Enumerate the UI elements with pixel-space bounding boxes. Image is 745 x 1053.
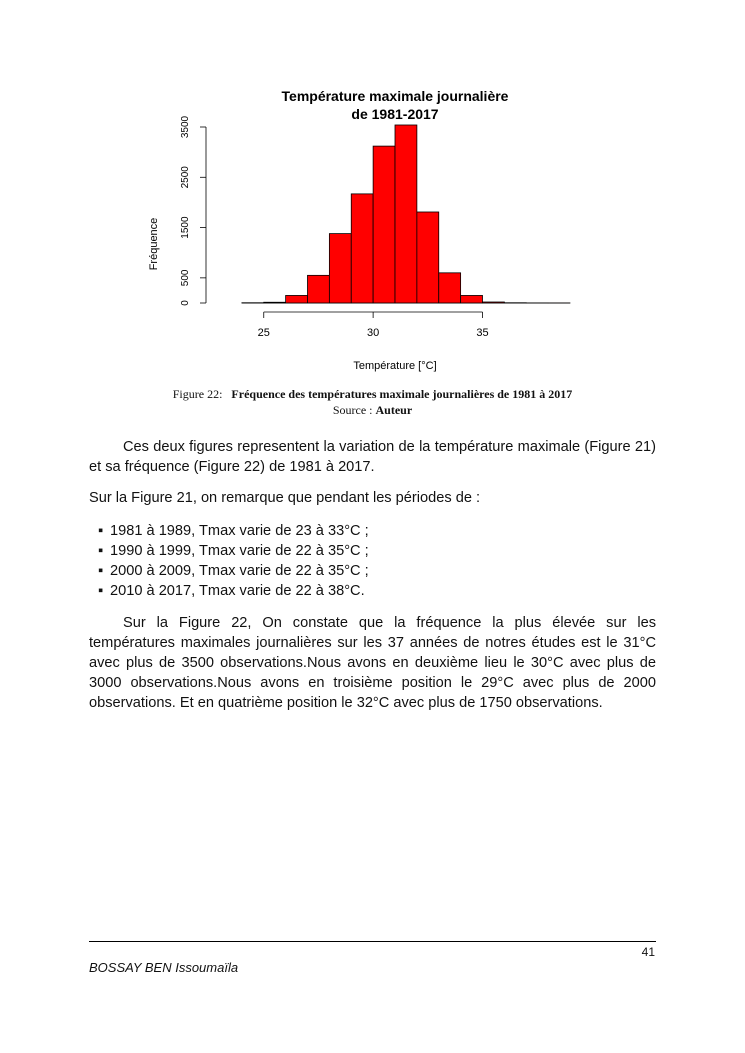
paragraph-figure22: Sur la Figure 22, On constate que la fréquence la plus élevée sur les températures maximales journalières sur les 37 années de notres études est le 31°C avec plus de 3500 observations.Nous avons en deuxième lieu le 30°C avec plus de 3000 observations.Nous avons en troisième position le 29°C avec plus de 2000 observations. Et en quatrième position le 32°C avec plus de 1750 observations. — [89, 615, 656, 711]
footer-divider — [89, 941, 656, 942]
figure-source — [0, 403, 745, 418]
histogram-bar — [308, 275, 330, 303]
histogram-bar — [417, 212, 439, 303]
chart-title-line-2: de 1981-2017 — [351, 106, 439, 122]
histogram-chart — [140, 80, 590, 385]
figure-caption-label: Figure 22: — [172, 387, 223, 401]
list-item: ▪ 2000 à 2009, Tmax varie de 22 à 35°C ; — [98, 561, 369, 581]
figure-source-value: Auteur — [375, 403, 413, 417]
figure-caption — [0, 387, 745, 402]
histogram-bar — [286, 295, 308, 303]
list-item: ▪ 2010 à 2017, Tmax varie de 22 à 38°C. — [98, 581, 369, 601]
y-tick-label: 500 — [180, 269, 191, 287]
footer-author: BOSSAY BEN Issoumaïla — [89, 960, 239, 975]
x-tick-label: 25 — [257, 327, 270, 339]
y-tick-label: 3500 — [180, 115, 191, 139]
histogram-bar — [395, 125, 417, 303]
histogram-bar — [351, 194, 373, 303]
figure-caption-text: Fréquence des températures maximale journalières de 1981 à 2017 — [231, 387, 573, 401]
list-item: ▪ 1981 à 1989, Tmax varie de 23 à 33°C ; — [98, 521, 369, 541]
period-list — [98, 521, 369, 601]
list-item: ▪ 1990 à 1999, Tmax varie de 22 à 35°C ; — [98, 541, 369, 561]
histogram-bar — [483, 302, 505, 303]
y-tick-label: 2500 — [180, 166, 191, 189]
y-tick-label: 0 — [180, 300, 191, 306]
y-tick-label: 1500 — [180, 216, 191, 239]
histogram-bar — [439, 273, 461, 303]
histogram-bar — [264, 302, 286, 303]
page-number: 41 — [641, 945, 655, 959]
figure-source-prefix: Source : — [332, 403, 376, 417]
x-axis-label: Température [°C] — [353, 360, 437, 372]
x-tick-label: 35 — [476, 327, 489, 339]
paragraph-figure21: Sur la Figure 21, on remarque que pendant les périodes de : — [89, 490, 481, 506]
histogram-bar — [461, 295, 483, 303]
y-axis-label: Fréquence — [148, 217, 160, 271]
histogram-bar — [329, 234, 351, 303]
x-tick-label: 30 — [367, 327, 380, 339]
paragraph-intro: Ces deux figures representent la variation de la température maximale (Figure 21) et sa fréquence (Figure 22) de 1981 à 2017. — [89, 439, 656, 475]
histogram-bar — [373, 146, 395, 303]
chart-title-line-1: Température maximale journalière — [281, 88, 509, 104]
